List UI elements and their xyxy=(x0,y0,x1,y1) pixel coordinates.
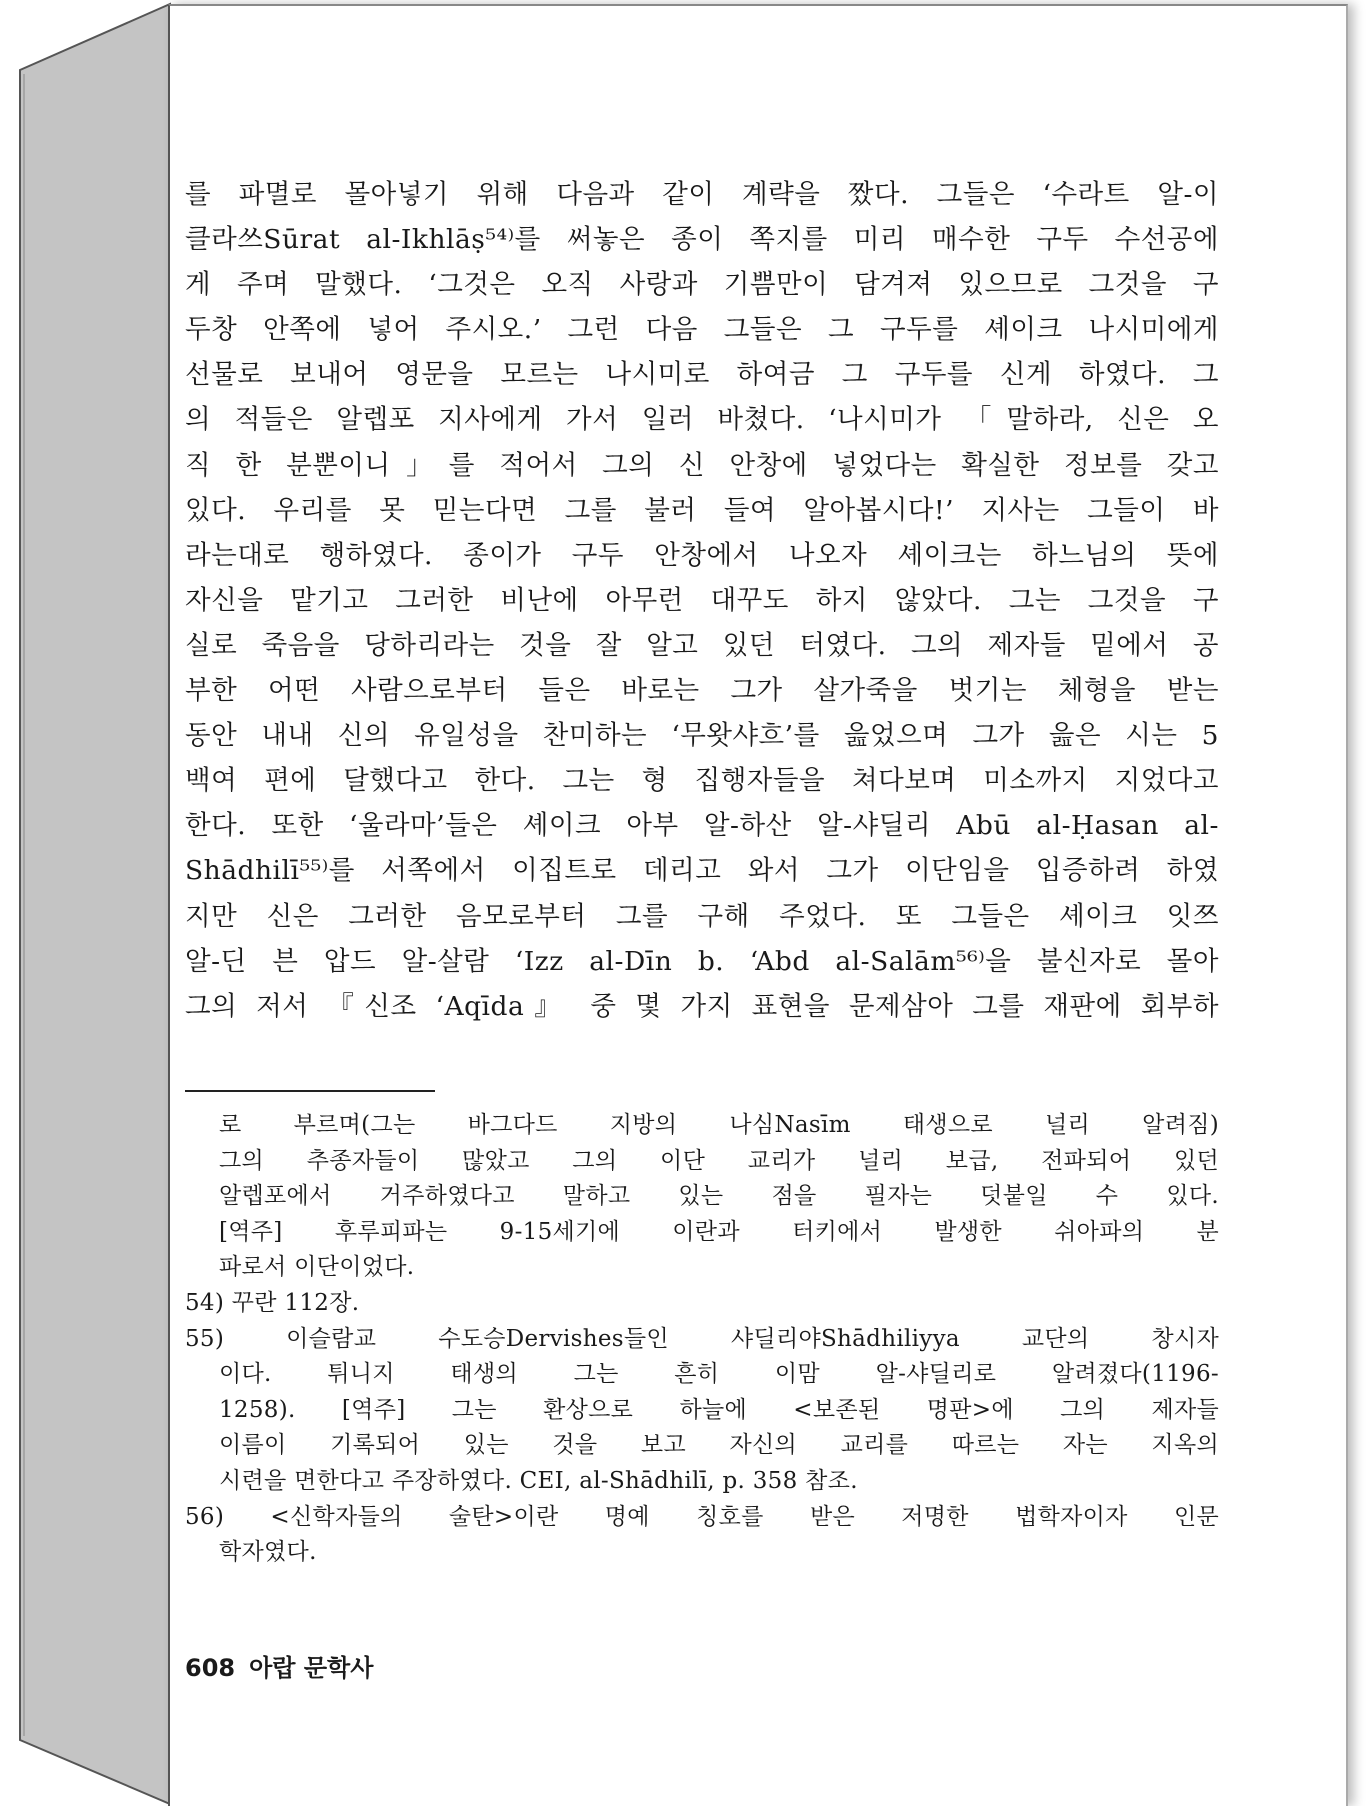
footnotes xyxy=(185,1108,1219,1571)
running-title: 아랍 문학사 xyxy=(249,1654,374,1682)
footnote-line: 시련을 면한다고 주장하였다. CEI, al-Shādhilī, p. 358 참조. xyxy=(219,1467,858,1494)
footnote-line: 로 부르며(그는 바그다드 지방의 나심Nasīm 태생으로 널리 알려짐) xyxy=(219,1112,1219,1138)
footnote-line: 이다. 튀니지 태생의 그는 흔히 이맘 알-샤딜리로 알려졌다(1196- xyxy=(219,1361,1219,1388)
text-line: 게 주며 말했다. ‘그것은 오직 사랑과 기쁨만이 담겨져 있으므로 그것을 구 xyxy=(185,269,1219,301)
text-line: 한다. 또한 ‘울라마’들은 셰이크 아부 알-하산 알-샤딜리 Abū al-Ḥasan al- xyxy=(185,810,1219,842)
page-footer xyxy=(185,1648,373,1683)
text-line: 직 한 분뿐이니」를 적어서 그의 신 안창에 넣었다는 확실한 정보를 갖고 xyxy=(185,449,1219,481)
text-line: 백여 편에 달했다고 한다. 그는 형 집행자들을 쳐다보며 미소까지 지었다고 xyxy=(185,765,1219,797)
text-line: 선물로 보내어 영문을 모르는 나시미로 하여금 그 구두를 신게 하였다. 그 xyxy=(185,359,1219,391)
footnote-line: 학자였다. xyxy=(219,1539,317,1566)
text-line: 클라쓰Sūrat al-Ikhlāṣ⁵⁴⁾를 써놓은 종이 쪽지를 미리 매수한 구두 수선공에 xyxy=(185,224,1219,256)
footnote-line: [역주] 후루피파는 9-15세기에 이란과 터키에서 발생한 쉬아파의 분 xyxy=(219,1218,1219,1245)
text-line: 있다. 우리를 못 믿는다면 그를 불러 들여 알아봅시다!’ 지사는 그들이 바 xyxy=(185,494,1219,526)
text-line: 부한 어떤 사람으로부터 들은 바로는 그가 살가죽을 벗기는 체형을 받는 xyxy=(185,675,1219,707)
text-line: Shādhilī⁵⁵⁾를 서쪽에서 이집트로 데리고 와서 그가 이단임을 입증하려 하였 xyxy=(185,855,1219,887)
text-line: 알-딘 븐 압드 알-살람 ‘Izz al-Dīn b. ‘Abd al-Salām⁵⁶⁾을 불신자로 몰아 xyxy=(185,945,1219,977)
main-text xyxy=(185,172,1219,1029)
text-line: 의 적들은 알렙포 지사에게 가서 일러 바쳤다. ‘나시미가 「말하라, 신은 오 xyxy=(185,404,1219,436)
footnote-separator xyxy=(185,1090,435,1092)
footnote-line: 알렙포에서 거주하였다고 말하고 있는 점을 필자는 덧붙일 수 있다. xyxy=(219,1183,1219,1210)
page-number: 608 xyxy=(185,1654,236,1682)
text-line: 동안 내내 신의 유일성을 찬미하는 ‘무왓샤흐’를 읊었으며 그가 읊은 시는 5 xyxy=(185,720,1219,752)
footnote-line: 파로서 이단이었다. xyxy=(219,1254,415,1281)
text-line: 를 파멸로 몰아넣기 위해 다음과 같이 계략을 짰다. 그들은 ‘수라트 알-이 xyxy=(185,179,1219,210)
text-line: 라는대로 행하였다. 종이가 구두 안창에서 나오자 셰이크는 하느님의 뜻에 xyxy=(185,539,1219,571)
text-line: 두창 안쪽에 넣어 주시오.’ 그런 다음 그들은 그 구두를 셰이크 나시미에게 xyxy=(185,314,1219,346)
text-line: 자신을 맡기고 그러한 비난에 아무런 대꾸도 하지 않았다. 그는 그것을 구 xyxy=(185,584,1219,616)
footnote-56: 56) <신학자들의 술탄>이란 명예 칭호를 받은 저명한 법학자이자 인문 xyxy=(185,1503,1219,1530)
text-line: 그의 저서 『신조 ‘Aqīda』 중 몇 가지 표현을 문제삼아 그를 재판에 회부하 xyxy=(185,990,1219,1022)
text-line: 지만 신은 그러한 음모로부터 그를 구해 주었다. 또 그들은 셰이크 잇쯔 xyxy=(185,900,1219,932)
footnote-line: 1258). [역주] 그는 환상으로 하늘에 <보존된 명판>에 그의 제자들 xyxy=(219,1396,1219,1423)
text-line: 실로 죽음을 당하리라는 것을 잘 알고 있던 터였다. 그의 제자들 밑에서 공 xyxy=(185,629,1219,661)
footnote-54: 54) 꾸란 112장. xyxy=(185,1289,360,1316)
footnote-line: 그의 추종자들이 많았고 그의 이단 교리가 널리 보급, 전파되어 있던 xyxy=(219,1147,1219,1174)
footnote-line: 이름이 기록되어 있는 것을 보고 자신의 교리를 따르는 자는 지옥의 xyxy=(219,1432,1219,1459)
footnote-55: 55) 이슬람교 수도승Dervishes들인 샤딜리야Shādhiliyya 교단의 창시자 xyxy=(185,1325,1219,1352)
